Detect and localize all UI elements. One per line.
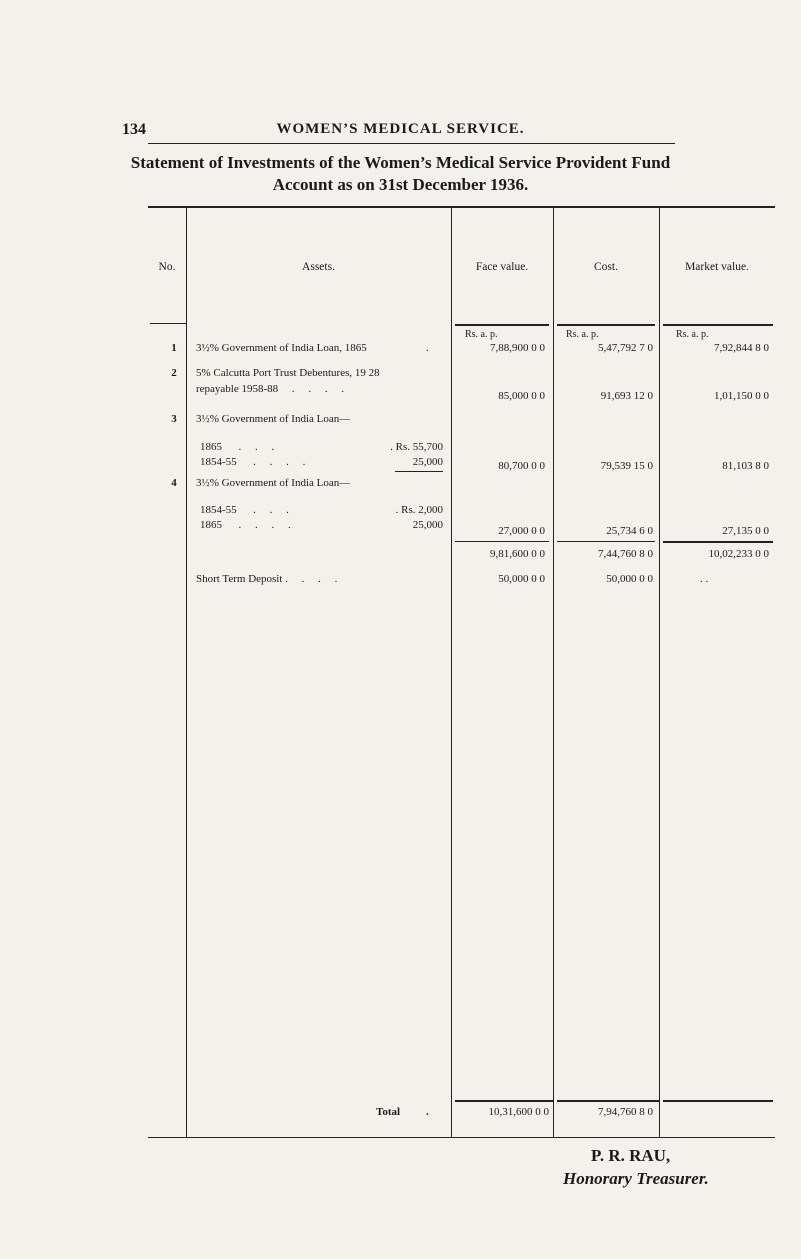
column-header-cost: Cost. (594, 261, 618, 273)
total-cost: 7,94,760 8 0 (598, 1106, 653, 1118)
total-rule-face (455, 1100, 553, 1102)
sub-total-rule (395, 471, 443, 472)
cost-value: 91,693 12 0 (600, 390, 653, 402)
sub-item-amount: . Rs. 2,000 (395, 504, 443, 516)
column-header-no: No. (158, 261, 176, 273)
face-value: 27,000 0 0 (498, 525, 545, 537)
column-header-assets: Assets. (302, 261, 335, 273)
sub-item-year: 1854-55 . . . . (200, 456, 306, 468)
unit-label-cost: Rs. a. p. (566, 329, 599, 340)
col-divider-assets (451, 207, 452, 1137)
row-number: 4 (171, 477, 177, 489)
face-value: 85,000 0 0 (498, 390, 545, 402)
running-title: WOMEN’S MEDICAL SERVICE. (276, 121, 525, 137)
document-title-line2: Account as on 31st December 1936. (272, 175, 529, 194)
market-value: 27,135 0 0 (722, 525, 769, 537)
leader-dot: . (426, 1106, 429, 1118)
sub-item-amount: 25,000 (412, 519, 443, 531)
total-rule-cost (557, 1100, 659, 1102)
face-value: 50,000 0 0 (498, 573, 545, 585)
market-value: . . (700, 573, 709, 585)
unit-label-market: Rs. a. p. (676, 329, 709, 340)
market-value: 1,01,150 0 0 (714, 390, 769, 402)
row-number: 3 (171, 413, 177, 425)
cost-value: 5,47,792 7 0 (598, 342, 653, 354)
asset-description: 3½% Government of India Loan— (196, 477, 351, 489)
col-divider-cost (659, 207, 660, 1137)
row-number: 2 (171, 367, 177, 379)
face-value: 7,88,900 0 0 (490, 342, 545, 354)
table-bottom-rule (148, 1137, 775, 1138)
subtotal-cost: 7,44,760 8 0 (598, 548, 653, 560)
subtotal-rule-cost (557, 541, 655, 542)
asset-description-line2: repayable 1958-88 . . . . (196, 383, 345, 395)
sub-item-year: 1865 . . . . (200, 519, 291, 531)
cost-value: 25,734 6 0 (606, 525, 653, 537)
sub-item-year: 1865 . . . (200, 441, 275, 453)
sub-item-amount: 25,000 (412, 456, 443, 468)
subtotal-rule-market (663, 541, 773, 543)
sub-item-amount: . Rs. 55,700 (390, 441, 443, 453)
cost-value: 79,539 15 0 (600, 460, 653, 472)
document-title-line1: Statement of Investments of the Women’s Medical Service Provident Fund (130, 153, 671, 172)
header-rule (148, 143, 675, 144)
col-divider-face (553, 207, 554, 1137)
market-value: 81,103 8 0 (722, 460, 769, 472)
face-value: 80,700 0 0 (498, 460, 545, 472)
header-underline-face (455, 324, 549, 326)
signatory-name: P. R. RAU, (591, 1146, 671, 1165)
asset-description: 3½% Government of India Loan— (196, 413, 351, 425)
total-label: Total (376, 1106, 401, 1118)
header-underline-cost (557, 324, 655, 326)
header-underline-no (150, 323, 186, 324)
leader-dot: . (426, 342, 429, 354)
market-value: 7,92,844 8 0 (714, 342, 769, 354)
table-top-rule (148, 206, 775, 208)
short-term-deposit-label: Short Term Deposit . . . . (196, 573, 338, 585)
col-divider-no (186, 207, 187, 1137)
column-header-face-value: Face value. (475, 261, 529, 273)
total-face: 10,31,600 0 0 (488, 1106, 549, 1118)
header-underline-market (663, 324, 773, 326)
subtotal-market: 10,02,233 0 0 (708, 548, 769, 560)
unit-label-face: Rs. a. p. (465, 329, 498, 340)
total-rule-market (663, 1100, 773, 1102)
asset-description: 3½% Government of India Loan, 1865 (196, 342, 367, 354)
cost-value: 50,000 0 0 (606, 573, 653, 585)
signatory-designation: Honorary Treasurer. (563, 1169, 709, 1188)
sub-item-year: 1854-55 . . . (200, 504, 289, 516)
column-header-market-value: Market value. (685, 261, 749, 273)
subtotal-face: 9,81,600 0 0 (490, 548, 545, 560)
row-number: 1 (171, 342, 177, 354)
subtotal-rule-face (455, 541, 549, 542)
asset-description: 5% Calcutta Port Trust Debentures, 19 28 (196, 367, 380, 379)
page-number: 134 (122, 121, 146, 138)
